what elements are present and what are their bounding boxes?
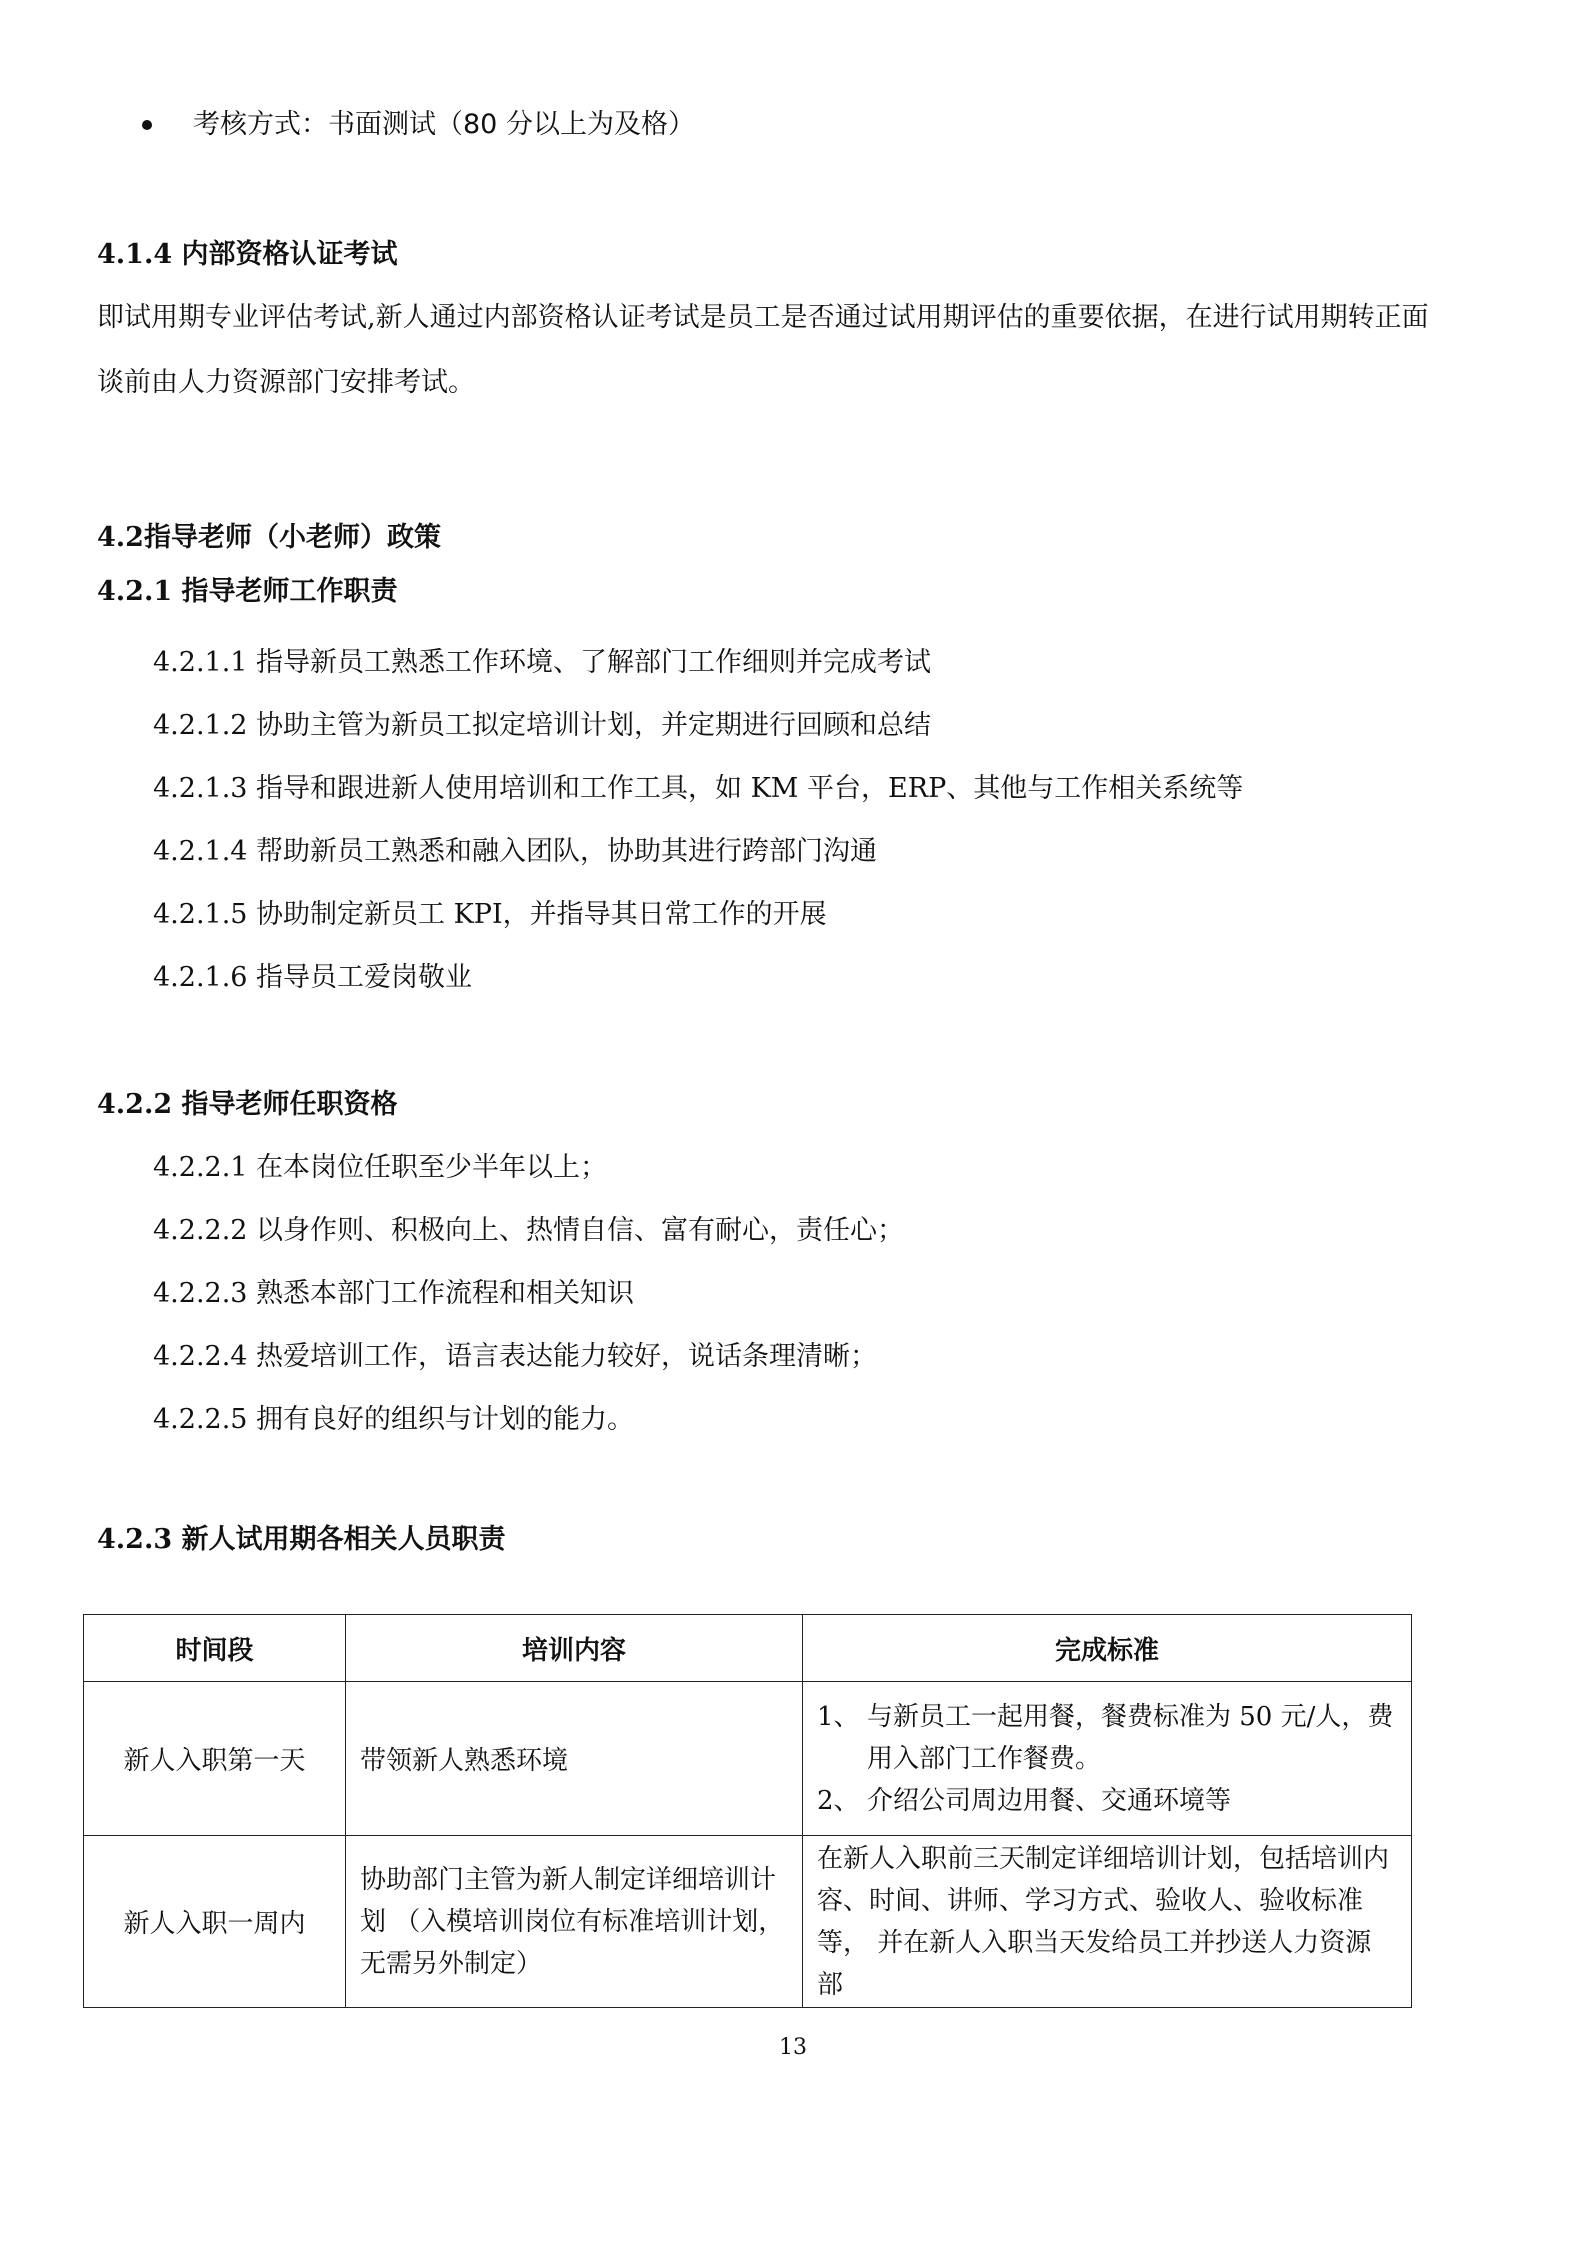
list-item: 4.2.1.6 指导员工爱岗敬业 xyxy=(153,962,473,993)
table-row xyxy=(84,1836,1412,2008)
column-header: 培训内容 xyxy=(346,1615,803,1682)
heading-4-2-3: 4.2.3 新人试用期各相关人员职责 xyxy=(97,1524,506,1555)
standard-cell: 在新人入职前三天制定详细培训计划，包括培训内容、时间、讲师、学习方式、验收人、验收标准等， 并在新人入职当天发给员工并抄送人力资源部 xyxy=(803,1836,1412,2008)
responsibilities-table xyxy=(83,1614,1412,2008)
paragraph-line: 谈前由人力资源部门安排考试。 xyxy=(97,367,475,398)
paragraph-line: 即试用期专业评估考试,新人通过内部资格认证考试是员工是否通过试用期评估的重要依据，在进行试用期转正面 xyxy=(97,302,1429,333)
bullet-icon xyxy=(142,120,152,130)
list-item: 4.2.2.1 在本岗位任职至少半年以上； xyxy=(153,1152,608,1183)
list-item: 4.2.2.3 熟悉本部门工作流程和相关知识 xyxy=(153,1278,635,1309)
list-item: 4.2.2.4 热爱培训工作，语言表达能力较好，说话条理清晰； xyxy=(153,1341,878,1372)
column-header: 时间段 xyxy=(84,1615,346,1682)
table-header-row xyxy=(84,1615,1412,1682)
list-item: 4.2.1.3 指导和跟进新人使用培训和工作工具，如 KM 平台，ERP、其他与工作相关系统等 xyxy=(153,773,1244,804)
assessment-method: 考核方式：书面测试（80 分以上为及格） xyxy=(193,109,695,140)
list-item xyxy=(817,1780,1397,1822)
heading-4-2-1: 4.2.1 指导老师工作职责 xyxy=(97,576,398,607)
list-item xyxy=(817,1696,1397,1780)
standard-list xyxy=(817,1696,1397,1822)
table-row xyxy=(84,1682,1412,1836)
heading-4-1-4: 4.1.4 内部资格认证考试 xyxy=(97,239,398,270)
standard-cell xyxy=(803,1682,1412,1836)
list-text: 与新员工一起用餐，餐费标准为 50 元/人，费用入部门工作餐费。 xyxy=(867,1701,1394,1774)
list-item: 4.2.1.4 帮助新员工熟悉和融入团队，协助其进行跨部门沟通 xyxy=(153,836,878,867)
list-item: 4.2.2.2 以身作则、积极向上、热情自信、富有耐心，责任心； xyxy=(153,1215,905,1246)
list-item: 4.2.1.1 指导新员工熟悉工作环境、了解部门工作细则并完成考试 xyxy=(153,647,932,678)
heading-4-2-2: 4.2.2 指导老师任职资格 xyxy=(97,1089,398,1120)
list-number: 1、 xyxy=(817,1701,860,1732)
list-number: 2、 xyxy=(817,1785,860,1816)
column-header: 完成标准 xyxy=(803,1615,1412,1682)
period-cell: 新人入职一周内 xyxy=(84,1836,346,2008)
list-item: 4.2.1.5 协助制定新员工 KPI，并指导其日常工作的开展 xyxy=(153,899,827,930)
list-item: 4.2.1.2 协助主管为新员工拟定培训计划，并定期进行回顾和总结 xyxy=(153,710,932,741)
heading-4-2: 4.2指导老师（小老师）政策 xyxy=(97,522,441,553)
period-cell: 新人入职第一天 xyxy=(84,1682,346,1836)
content-cell: 带领新人熟悉环境 xyxy=(346,1682,803,1836)
list-item: 4.2.2.5 拥有良好的组织与计划的能力。 xyxy=(153,1404,635,1435)
list-text: 介绍公司周边用餐、交通环境等 xyxy=(867,1785,1232,1816)
content-cell: 协助部门主管为新人制定详细培训计划 （入模培训岗位有标准培训计划，无需另外制定） xyxy=(346,1836,803,2008)
page-number: 13 xyxy=(779,2035,807,2060)
